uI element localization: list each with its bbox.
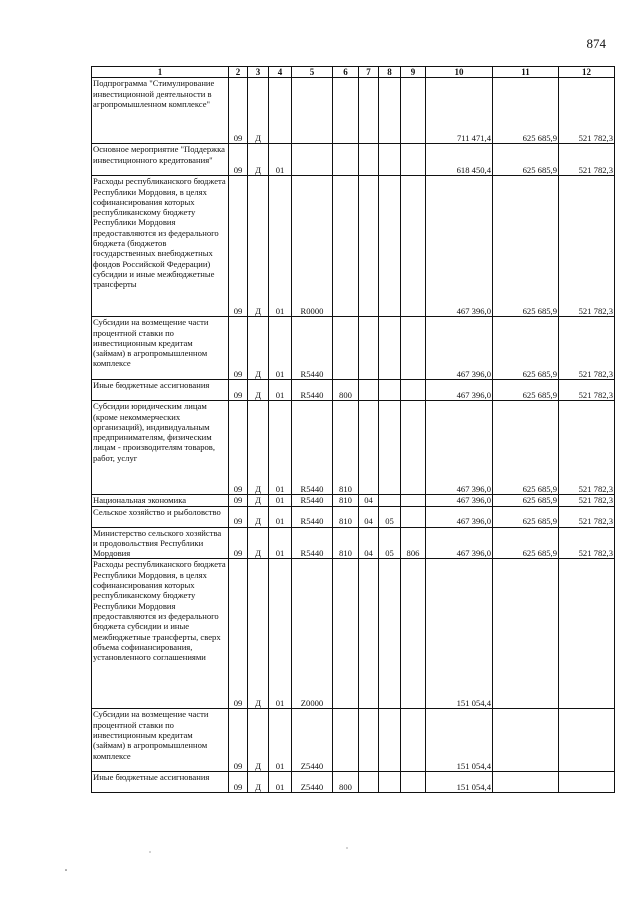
row-name: Расходы республиканского бюджета Республики Мордовия, в целях софинансирования которых республиканскому бюджету Республики Мордовия предоставляются из федерального бюджета субсидии и иные межбюджетные трансферты, сверх объема софинансирования, установленного соглашениями [92, 559, 229, 709]
cell-col-2: 09 [229, 772, 248, 793]
column-header: 5 [292, 67, 333, 78]
cell-col-7 [359, 559, 379, 709]
cell-col-3: Д [248, 380, 269, 401]
cell-col-8: 05 [379, 527, 401, 559]
cell-col-10: 467 396,0 [426, 506, 493, 527]
column-header: 12 [559, 67, 615, 78]
cell-col-12: 521 782,3 [559, 495, 615, 506]
cell-col-5: R0000 [292, 176, 333, 317]
column-header: 9 [401, 67, 426, 78]
cell-col-7 [359, 176, 379, 317]
cell-col-12 [559, 709, 615, 772]
cell-col-9: 806 [401, 527, 426, 559]
cell-col-10: 467 396,0 [426, 495, 493, 506]
cell-col-5: R5440 [292, 495, 333, 506]
cell-col-3: Д [248, 78, 269, 144]
cell-col-5: R5440 [292, 506, 333, 527]
row-name: Расходы республиканского бюджета Республики Мордовия, в целях софинансирования которых республиканскому бюджету Республики Мордовия предоставляются из федерального бюджета (бюджетов государственных внебюджетных фондов Российской Федерации) субсидии и иные межбюджетные трансферты [92, 176, 229, 317]
cell-col-5: Z5440 [292, 772, 333, 793]
cell-col-8 [379, 559, 401, 709]
cell-col-12: 521 782,3 [559, 144, 615, 176]
cell-col-6: 810 [333, 506, 359, 527]
row-name: Национальная экономика [92, 495, 229, 506]
cell-col-7 [359, 317, 379, 380]
cell-col-4: 01 [269, 527, 292, 559]
cell-col-2: 09 [229, 380, 248, 401]
cell-col-9 [401, 317, 426, 380]
row-name: Подпрограмма "Стимулирование инвестиционной деятельности в агропромышленном комплексе" [92, 78, 229, 144]
row-name: Основное мероприятие "Поддержка инвестиционного кредитования" [92, 144, 229, 176]
cell-col-3: Д [248, 317, 269, 380]
cell-col-7: 04 [359, 527, 379, 559]
cell-col-5 [292, 144, 333, 176]
cell-col-8 [379, 380, 401, 401]
cell-col-10: 467 396,0 [426, 176, 493, 317]
cell-col-4: 01 [269, 709, 292, 772]
cell-col-8 [379, 144, 401, 176]
row-name: Субсидии юридическим лицам (кроме некоммерческих организаций), индивидуальным предпринимателям, физическим лицам - производителям товаров, работ, услуг [92, 401, 229, 495]
cell-col-2: 09 [229, 176, 248, 317]
table-row [92, 772, 615, 793]
cell-col-3: Д [248, 527, 269, 559]
cell-col-2: 09 [229, 495, 248, 506]
row-name: Субсидии на возмещение части процентной ставки по инвестиционным кредитам (займам) в агропромышленном комплексе [92, 317, 229, 380]
cell-col-9 [401, 559, 426, 709]
cell-col-2: 09 [229, 527, 248, 559]
cell-col-9 [401, 78, 426, 144]
cell-col-11: 625 685,9 [493, 144, 559, 176]
cell-col-5 [292, 78, 333, 144]
budget-table [91, 66, 615, 793]
table-row [92, 380, 615, 401]
cell-col-6: 810 [333, 527, 359, 559]
row-name: Сельское хозяйство и рыболовство [92, 506, 229, 527]
cell-col-3: Д [248, 144, 269, 176]
cell-col-3: Д [248, 506, 269, 527]
cell-col-12: 521 782,3 [559, 401, 615, 495]
cell-col-4: 01 [269, 506, 292, 527]
table-body [92, 78, 615, 793]
cell-col-12 [559, 559, 615, 709]
cell-col-8 [379, 176, 401, 317]
table-row [92, 78, 615, 144]
cell-col-6 [333, 317, 359, 380]
cell-col-11: 625 685,9 [493, 78, 559, 144]
column-header: 2 [229, 67, 248, 78]
table-row [92, 506, 615, 527]
cell-col-12: 521 782,3 [559, 176, 615, 317]
cell-col-10: 467 396,0 [426, 380, 493, 401]
cell-col-3: Д [248, 495, 269, 506]
cell-col-11: 625 685,9 [493, 527, 559, 559]
cell-col-11 [493, 709, 559, 772]
cell-col-11: 625 685,9 [493, 380, 559, 401]
cell-col-2: 09 [229, 559, 248, 709]
column-header: 8 [379, 67, 401, 78]
cell-col-9 [401, 176, 426, 317]
cell-col-10: 467 396,0 [426, 527, 493, 559]
cell-col-9 [401, 495, 426, 506]
cell-col-2: 09 [229, 401, 248, 495]
cell-col-10: 467 396,0 [426, 401, 493, 495]
cell-col-7: 04 [359, 506, 379, 527]
cell-col-10: 618 450,4 [426, 144, 493, 176]
row-name: Иные бюджетные ассигнования [92, 772, 229, 793]
cell-col-10: 151 054,4 [426, 559, 493, 709]
cell-col-4: 01 [269, 380, 292, 401]
cell-col-7 [359, 709, 379, 772]
cell-col-12: 521 782,3 [559, 527, 615, 559]
cell-col-7 [359, 144, 379, 176]
table-header-row [92, 67, 615, 78]
cell-col-6 [333, 709, 359, 772]
cell-col-3: Д [248, 709, 269, 772]
table-row [92, 144, 615, 176]
page-number: 874 [586, 36, 606, 51]
cell-col-9 [401, 709, 426, 772]
cell-col-8 [379, 78, 401, 144]
cell-col-4: 01 [269, 401, 292, 495]
cell-col-6: 800 [333, 380, 359, 401]
column-header: 6 [333, 67, 359, 78]
column-header: 4 [269, 67, 292, 78]
cell-col-11: 625 685,9 [493, 401, 559, 495]
cell-col-4: 01 [269, 495, 292, 506]
table-row [92, 559, 615, 709]
cell-col-9 [401, 401, 426, 495]
cell-col-11 [493, 559, 559, 709]
cell-col-5: R5440 [292, 527, 333, 559]
cell-col-11: 625 685,9 [493, 495, 559, 506]
cell-col-4: 01 [269, 559, 292, 709]
row-name: Субсидии на возмещение части процентной ставки по инвестиционным кредитам (займам) в агропромышленном комплексе [92, 709, 229, 772]
cell-col-5: Z5440 [292, 709, 333, 772]
cell-col-12: 521 782,3 [559, 78, 615, 144]
cell-col-4: 01 [269, 317, 292, 380]
cell-col-10: 151 054,4 [426, 709, 493, 772]
table-row [92, 495, 615, 506]
cell-col-12: 521 782,3 [559, 380, 615, 401]
cell-col-8 [379, 495, 401, 506]
cell-col-12 [559, 772, 615, 793]
cell-col-7 [359, 401, 379, 495]
cell-col-11: 625 685,9 [493, 176, 559, 317]
cell-col-2: 09 [229, 144, 248, 176]
cell-col-11: 625 685,9 [493, 506, 559, 527]
cell-col-7 [359, 380, 379, 401]
table-row [92, 401, 615, 495]
column-header: 7 [359, 67, 379, 78]
cell-col-9 [401, 380, 426, 401]
table-row [92, 176, 615, 317]
cell-col-6: 800 [333, 772, 359, 793]
cell-col-6 [333, 176, 359, 317]
cell-col-7 [359, 78, 379, 144]
table-row [92, 527, 615, 559]
row-name: Министерство сельского хозяйства и продовольствия Республики Мордовия [92, 527, 229, 559]
cell-col-5: R5440 [292, 317, 333, 380]
cell-col-6 [333, 559, 359, 709]
cell-col-6 [333, 78, 359, 144]
cell-col-4 [269, 78, 292, 144]
cell-col-9 [401, 144, 426, 176]
cell-col-12: 521 782,3 [559, 317, 615, 380]
cell-col-8 [379, 709, 401, 772]
cell-col-10: 711 471,4 [426, 78, 493, 144]
column-header: 11 [493, 67, 559, 78]
cell-col-6 [333, 144, 359, 176]
cell-col-10: 467 396,0 [426, 317, 493, 380]
cell-col-7: 04 [359, 495, 379, 506]
cell-col-12: 521 782,3 [559, 506, 615, 527]
cell-col-2: 09 [229, 506, 248, 527]
cell-col-6: 810 [333, 495, 359, 506]
cell-col-8 [379, 772, 401, 793]
cell-col-8: 05 [379, 506, 401, 527]
cell-col-11: 625 685,9 [493, 317, 559, 380]
cell-col-4: 01 [269, 144, 292, 176]
cell-col-4: 01 [269, 176, 292, 317]
cell-col-2: 09 [229, 709, 248, 772]
cell-col-9 [401, 772, 426, 793]
cell-col-10: 151 054,4 [426, 772, 493, 793]
row-name: Иные бюджетные ассигнования [92, 380, 229, 401]
cell-col-3: Д [248, 772, 269, 793]
column-header: 1 [92, 67, 229, 78]
table-row [92, 317, 615, 380]
cell-col-3: Д [248, 401, 269, 495]
cell-col-4: 01 [269, 772, 292, 793]
cell-col-7 [359, 772, 379, 793]
table-row [92, 709, 615, 772]
cell-col-8 [379, 401, 401, 495]
cell-col-5: R5440 [292, 401, 333, 495]
column-header: 3 [248, 67, 269, 78]
cell-col-5: R5440 [292, 380, 333, 401]
cell-col-2: 09 [229, 317, 248, 380]
cell-col-3: Д [248, 559, 269, 709]
cell-col-3: Д [248, 176, 269, 317]
column-header: 10 [426, 67, 493, 78]
cell-col-2: 09 [229, 78, 248, 144]
cell-col-11 [493, 772, 559, 793]
cell-col-6: 810 [333, 401, 359, 495]
cell-col-9 [401, 506, 426, 527]
cell-col-5: Z0000 [292, 559, 333, 709]
cell-col-8 [379, 317, 401, 380]
